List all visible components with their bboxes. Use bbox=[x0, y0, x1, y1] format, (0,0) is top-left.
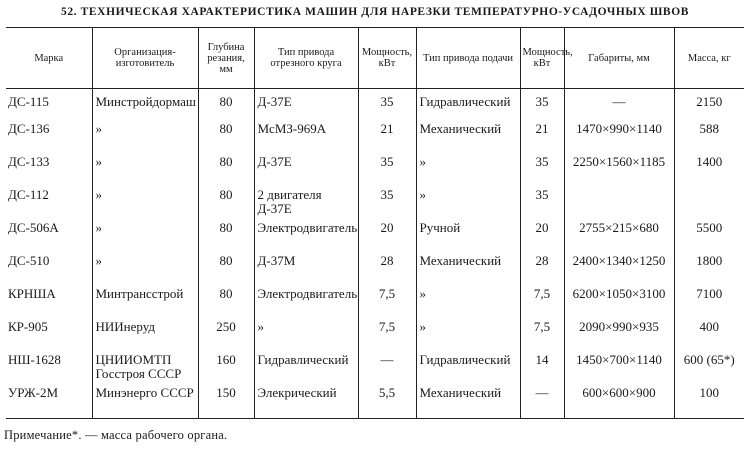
header-row bbox=[6, 28, 744, 89]
cell-power-disc: 35 bbox=[358, 89, 416, 122]
cell-power-feed: 14 bbox=[520, 353, 564, 386]
header-mark: Марка bbox=[6, 28, 92, 89]
cell-mark: КРНША bbox=[6, 287, 92, 320]
cell-maker: » bbox=[92, 221, 198, 254]
cell-dims: 600×600×900 bbox=[564, 386, 674, 419]
cell-dims: 2250×1560×1185 bbox=[564, 155, 674, 188]
cell-power-disc: 20 bbox=[358, 221, 416, 254]
cell-drive-disc: Гидравлический bbox=[254, 353, 358, 386]
cell-drive-disc: Д-37Е bbox=[254, 155, 358, 188]
cell-mark: ДС-136 bbox=[6, 122, 92, 155]
cell-drive-disc: МсМЗ-969А bbox=[254, 122, 358, 155]
cell-mass bbox=[674, 188, 744, 221]
header-depth: Глубина резания, мм bbox=[198, 28, 254, 89]
cell-mass: 1800 bbox=[674, 254, 744, 287]
cell-drive-feed: Механический bbox=[416, 254, 520, 287]
table-row bbox=[6, 353, 744, 386]
cell-mass: 100 bbox=[674, 386, 744, 419]
cell-mass: 7100 bbox=[674, 287, 744, 320]
cell-dims: 6200×1050×3100 bbox=[564, 287, 674, 320]
table-row bbox=[6, 287, 744, 320]
cell-mark: НШ-1628 bbox=[6, 353, 92, 386]
cell-depth: 80 bbox=[198, 89, 254, 122]
table-row bbox=[6, 254, 744, 287]
cell-power-disc: 21 bbox=[358, 122, 416, 155]
cell-drive-disc: Д-37М bbox=[254, 254, 358, 287]
cell-power-feed: 20 bbox=[520, 221, 564, 254]
cell-maker: ЦНИИОМТП Госстроя СССР bbox=[92, 353, 198, 386]
cell-mass: 2150 bbox=[674, 89, 744, 122]
cell-drive-disc: Элекрический bbox=[254, 386, 358, 419]
cell-maker: » bbox=[92, 254, 198, 287]
cell-mark: ДС-133 bbox=[6, 155, 92, 188]
cell-power-feed: 7,5 bbox=[520, 287, 564, 320]
cell-maker: » bbox=[92, 155, 198, 188]
cell-drive-feed: Ручной bbox=[416, 221, 520, 254]
machines-table bbox=[6, 27, 744, 419]
cell-depth: 80 bbox=[198, 155, 254, 188]
cell-drive-feed: » bbox=[416, 155, 520, 188]
cell-mass: 1400 bbox=[674, 155, 744, 188]
cell-drive-feed: » bbox=[416, 287, 520, 320]
cell-mark: КР-905 bbox=[6, 320, 92, 353]
table-row bbox=[6, 188, 744, 221]
cell-depth: 150 bbox=[198, 386, 254, 419]
cell-mark: ДС-112 bbox=[6, 188, 92, 221]
cell-depth: 250 bbox=[198, 320, 254, 353]
header-power-disc: Мощность, кВт bbox=[358, 28, 416, 89]
table-row bbox=[6, 320, 744, 353]
table-note: Примечание*. — масса рабочего органа. bbox=[4, 428, 228, 442]
table-title: 52. ТЕХНИЧЕСКАЯ ХАРАКТЕРИСТИКА МАШИН ДЛЯ НАРЕЗКИ ТЕМПЕРАТУРНО-УСАДОЧНЫХ ШВОВ bbox=[60, 6, 690, 18]
cell-power-disc: — bbox=[358, 353, 416, 386]
cell-depth: 80 bbox=[198, 254, 254, 287]
header-maker: Организация-изготовитель bbox=[92, 28, 198, 89]
cell-depth: 160 bbox=[198, 353, 254, 386]
cell-drive-disc: Электродвигатель bbox=[254, 287, 358, 320]
cell-dims: 1470×990×1140 bbox=[564, 122, 674, 155]
cell-drive-disc: » bbox=[254, 320, 358, 353]
cell-mark: ДС-510 bbox=[6, 254, 92, 287]
cell-power-disc: 7,5 bbox=[358, 320, 416, 353]
cell-drive-feed: » bbox=[416, 320, 520, 353]
cell-mass: 588 bbox=[674, 122, 744, 155]
cell-maker: » bbox=[92, 122, 198, 155]
cell-drive-feed: Гидравлический bbox=[416, 89, 520, 122]
cell-power-feed: 35 bbox=[520, 188, 564, 221]
cell-depth: 80 bbox=[198, 221, 254, 254]
table-row bbox=[6, 386, 744, 419]
cell-maker: Минэнерго СССР bbox=[92, 386, 198, 419]
cell-dims: 2755×215×680 bbox=[564, 221, 674, 254]
cell-power-disc: 35 bbox=[358, 155, 416, 188]
cell-power-disc: 5,5 bbox=[358, 386, 416, 419]
cell-drive-feed: Гидравлический bbox=[416, 353, 520, 386]
cell-depth: 80 bbox=[198, 122, 254, 155]
cell-dims bbox=[564, 188, 674, 221]
cell-maker: Минтрансстрой bbox=[92, 287, 198, 320]
cell-mass: 5500 bbox=[674, 221, 744, 254]
cell-dims: 1450×700×1140 bbox=[564, 353, 674, 386]
header-drive-feed: Тип привода подачи bbox=[416, 28, 520, 89]
cell-maker: Минстройдормаш bbox=[92, 89, 198, 122]
cell-mark: ДС-115 bbox=[6, 89, 92, 122]
cell-drive-disc: 2 двигателя Д-37Е bbox=[254, 188, 358, 221]
cell-power-feed: 35 bbox=[520, 155, 564, 188]
cell-power-feed: — bbox=[520, 386, 564, 419]
cell-drive-feed: Механический bbox=[416, 386, 520, 419]
cell-depth: 80 bbox=[198, 188, 254, 221]
cell-drive-feed: » bbox=[416, 188, 520, 221]
cell-power-feed: 35 bbox=[520, 89, 564, 122]
cell-drive-disc: Электродвигатель bbox=[254, 221, 358, 254]
cell-power-disc: 7,5 bbox=[358, 287, 416, 320]
header-power-feed: Мощность, кВт bbox=[520, 28, 564, 89]
cell-mark: ДС-506А bbox=[6, 221, 92, 254]
cell-mark: УРЖ-2М bbox=[6, 386, 92, 419]
cell-dims: 2400×1340×1250 bbox=[564, 254, 674, 287]
header-mass: Масса, кг bbox=[674, 28, 744, 89]
table-row bbox=[6, 122, 744, 155]
cell-mass: 400 bbox=[674, 320, 744, 353]
cell-power-disc: 28 bbox=[358, 254, 416, 287]
cell-mass: 600 (65*) bbox=[674, 353, 744, 386]
cell-depth: 80 bbox=[198, 287, 254, 320]
cell-maker: НИИнеруд bbox=[92, 320, 198, 353]
cell-dims: 2090×990×935 bbox=[564, 320, 674, 353]
cell-drive-disc: Д-37Е bbox=[254, 89, 358, 122]
cell-dims: — bbox=[564, 89, 674, 122]
table-row bbox=[6, 155, 744, 188]
cell-maker: » bbox=[92, 188, 198, 221]
table-row bbox=[6, 221, 744, 254]
cell-power-feed: 21 bbox=[520, 122, 564, 155]
cell-power-feed: 7,5 bbox=[520, 320, 564, 353]
cell-power-disc: 35 bbox=[358, 188, 416, 221]
table-row bbox=[6, 89, 744, 122]
cell-drive-feed: Механический bbox=[416, 122, 520, 155]
header-drive-disc: Тип привода отрезного круга bbox=[254, 28, 358, 89]
cell-power-feed: 28 bbox=[520, 254, 564, 287]
header-dims: Габариты, мм bbox=[564, 28, 674, 89]
